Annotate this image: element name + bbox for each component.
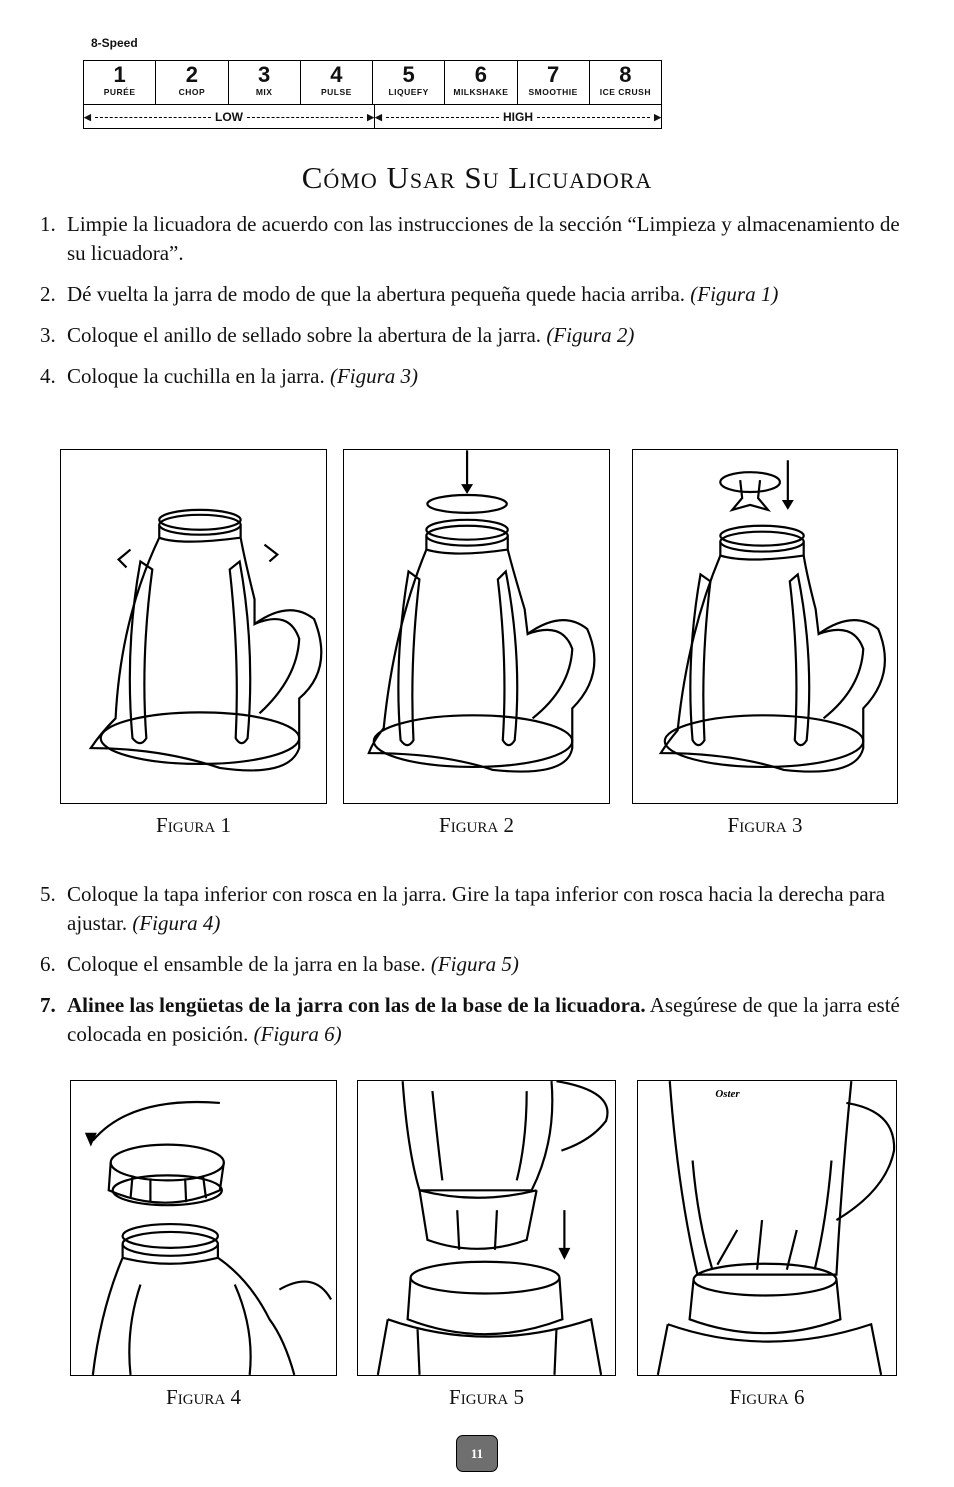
instruction-step — [40, 991, 920, 1049]
figure-reference: (Figura 1) — [690, 282, 779, 306]
figure-reference: (Figura 4) — [132, 911, 221, 935]
step-text: Coloque la cuchilla en la jarra. — [67, 364, 325, 388]
low-range-label: LOW — [215, 110, 243, 124]
figure-reference: (Figura 3) — [329, 364, 419, 388]
instruction-step — [40, 280, 920, 309]
speed-name: MIX — [255, 87, 273, 97]
arrow-left-icon: ◀ — [375, 112, 382, 122]
figure-2-caption: Figura 2 — [439, 813, 514, 837]
jar-with-blade-icon — [633, 450, 897, 803]
page-number-badge: 11 — [456, 1435, 498, 1472]
speed-row — [84, 61, 661, 105]
figure-3-illustration — [632, 449, 898, 804]
figure-2-illustration — [343, 449, 610, 804]
step-number: 3. — [40, 323, 56, 347]
instruction-step — [40, 880, 920, 938]
figure-4-caption: Figura 4 — [166, 1385, 241, 1409]
speed-number: 5 — [402, 62, 415, 87]
speed-name: MILKSHAKE — [453, 87, 509, 97]
instruction-step — [40, 210, 920, 268]
figure-3-caption: Figura 3 — [727, 813, 803, 837]
speed-chart-label: 8-Speed — [91, 36, 138, 50]
figure-5-caption: Figura 5 — [449, 1385, 524, 1409]
jar-upside-down-icon — [61, 450, 326, 803]
step-number: 7. — [40, 993, 56, 1017]
speed-cell-3 — [229, 61, 301, 104]
speed-name: SMOOTHIE — [528, 87, 578, 97]
step-text: Limpie la licuadora de acuerdo con las instrucciones de la sección “Limpieza y almacenamiento de su licuadora”. — [67, 212, 900, 265]
speed-cell-2 — [156, 61, 228, 104]
speed-name: ICE CRUSH — [599, 87, 651, 97]
arrow-right-icon: ▶ — [654, 112, 661, 122]
figure-reference: (Figura 2) — [546, 323, 635, 347]
jar-with-sealing-ring-icon — [344, 450, 609, 803]
step-number: 5. — [40, 882, 56, 906]
page-title: Cómo Usar Su Licuadora — [301, 160, 653, 195]
figure-4-illustration — [70, 1080, 337, 1376]
speed-number: 6 — [474, 62, 487, 87]
speed-name: PURÉE — [103, 87, 136, 97]
assembled-blender-icon — [638, 1081, 896, 1375]
brand-logo: Oster — [715, 1088, 740, 1101]
step-number: 6. — [40, 952, 56, 976]
figure-reference: (Figura 5) — [430, 952, 519, 976]
figure-6-illustration — [637, 1080, 897, 1376]
instruction-step — [40, 321, 920, 350]
step-text: Coloque la tapa inferior con rosca en la jarra. Gire la tapa inferior con rosca hacia la derecha para ajustar. — [67, 882, 885, 935]
step-text: Asegúrese de que la jarra esté colocada en posición. — [67, 993, 900, 1046]
speed-number: 1 — [113, 62, 126, 87]
instruction-step — [40, 362, 920, 391]
step-text: Dé vuelta la jarra de modo de que la abertura pequeña quede hacia arriba. — [67, 282, 686, 306]
step-text-bold: Alinee las lengüetas de la jarra con las de la base de la licuadora. — [67, 993, 646, 1017]
speed-chart — [83, 60, 662, 129]
speed-name: CHOP — [178, 87, 206, 97]
speed-number: 7 — [547, 62, 560, 87]
step-number: 1. — [40, 212, 56, 236]
step-number: 4. — [40, 364, 56, 388]
speed-name: LIQUEFY — [388, 87, 429, 97]
instruction-step — [40, 950, 920, 979]
figure-1-caption: Figura 1 — [156, 813, 231, 837]
arrow-left-icon: ◀ — [84, 112, 91, 122]
speed-range-row — [84, 105, 661, 129]
speed-cell-5 — [373, 61, 445, 104]
low-range — [84, 105, 375, 129]
speed-name: PULSE — [320, 87, 352, 97]
speed-number: 8 — [619, 62, 632, 87]
step-text: Coloque el ensamble de la jarra en la base. — [67, 952, 426, 976]
instructions-list-a — [40, 210, 920, 403]
jar-onto-base-icon — [358, 1081, 615, 1375]
instructions-list-b — [40, 880, 920, 1061]
speed-cell-7 — [518, 61, 590, 104]
jar-bottom-cap-icon — [71, 1081, 336, 1375]
step-text: Coloque el anillo de sellado sobre la abertura de la jarra. — [67, 323, 542, 347]
figure-5-illustration — [357, 1080, 616, 1376]
speed-cell-6 — [445, 61, 517, 104]
high-range — [375, 105, 661, 129]
speed-cell-1 — [84, 61, 156, 104]
figure-6-caption: Figura 6 — [729, 1385, 805, 1409]
speed-number: 3 — [258, 62, 271, 87]
figure-reference: (Figura 6) — [253, 1022, 342, 1046]
speed-number: 4 — [330, 62, 343, 87]
speed-cell-4 — [301, 61, 373, 104]
figure-1-illustration — [60, 449, 327, 804]
step-number: 2. — [40, 282, 56, 306]
speed-cell-8 — [590, 61, 661, 104]
high-range-label: HIGH — [503, 110, 533, 124]
arrow-right-icon: ▶ — [367, 112, 374, 122]
speed-number: 2 — [185, 62, 198, 87]
